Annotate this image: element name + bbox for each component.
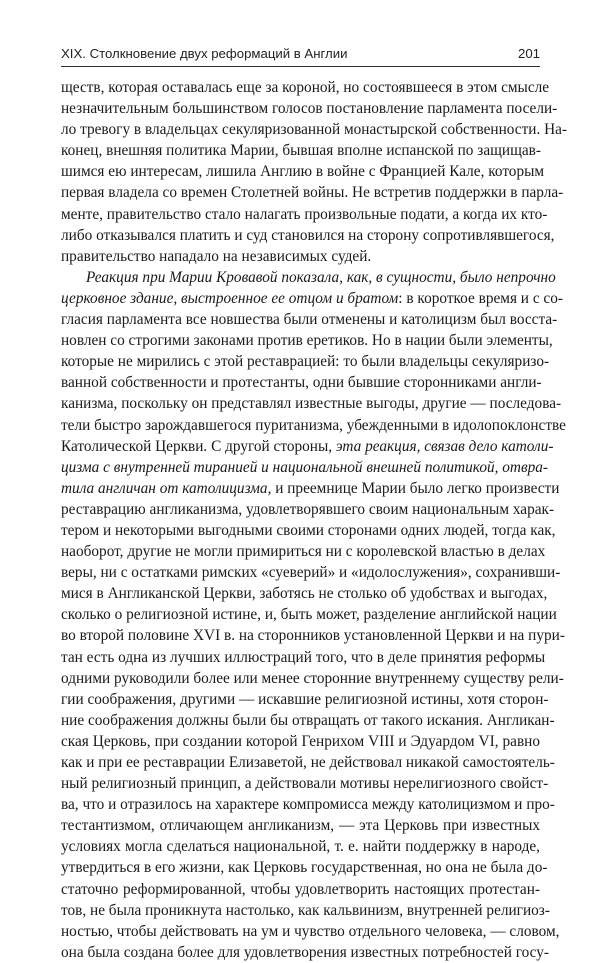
text-line bbox=[61, 478, 560, 499]
text-line: условиях могла сделаться национальной, т. е. найти поддержку в народе, bbox=[61, 838, 540, 856]
text-line: канизма, поскольку он представлял известные выгоды, другие — последова- bbox=[61, 395, 562, 413]
text-line: ва, что и отразилось на характере компромисса между католицизмом и про- bbox=[61, 796, 555, 814]
text-line: ло тревогу в владельцах секуляризованной монастырской собственности. На- bbox=[61, 121, 568, 139]
chapter-title: XIX. Столкновение двух реформаций в Англии bbox=[61, 46, 348, 61]
page-number: 201 bbox=[517, 46, 540, 61]
text-line: утвердиться в его жизни, как Церковь государственная, но она не была до- bbox=[61, 859, 548, 877]
text-line: конец, внешняя политика Марии, бывшая вполне испанской по защищав- bbox=[61, 142, 541, 160]
text-line: ская Церковь, при создании которой Генрихом VIII и Эдуардом VI, равно bbox=[61, 732, 540, 750]
italic-span: церковное здание, выстроенное ее отцом и братом bbox=[61, 289, 399, 307]
text-line bbox=[61, 457, 548, 478]
text-line: правительство нападало на независимых судей. bbox=[61, 247, 372, 265]
text-line: гласия парламента все новшества были отменены и католицизм был восста- bbox=[61, 311, 558, 329]
italic-span: эта реакция, связав дело католи- bbox=[335, 437, 554, 455]
text-line: мися в Англиканской Церкви, заботясь не столько об удобствах и выгодах, bbox=[61, 585, 548, 603]
text-line: новлен со строгими законами против еретиков. Но в нации были элементы, bbox=[61, 332, 553, 350]
text-line: статочно реформированной, чтобы удовлетворить настоящих протестан- bbox=[61, 880, 540, 898]
text-line: как и при ее реставрации Елизаветой, не действовал никакой самостоятель- bbox=[61, 754, 555, 771]
text-line bbox=[61, 436, 554, 457]
text-line: во второй половине XVI в. на сторонников установленной Церкви и на пури- bbox=[61, 627, 565, 645]
italic-span: тила англичан от католицизма bbox=[61, 479, 268, 497]
text-line: первая владела со времен Столетней войны. Не встретив поддержки в парла- bbox=[61, 184, 564, 202]
text-line: ный религиозный принцип, а действовали мотивы нерелигиозного свойст- bbox=[61, 775, 549, 793]
text-line: наоборот, другие не могли примириться ни с королевской властью в делах bbox=[61, 543, 546, 561]
text-line: тером и некоторыми выгодными своими сторонами одних людей, тогда как, bbox=[61, 521, 556, 539]
text-line: менте, правительство стало налагать произвольные подати, а когда их кто- bbox=[61, 205, 548, 223]
italic-span: Реакция при Марии Кровавой показала, как, в сущности, было непрочно bbox=[86, 268, 556, 286]
running-head bbox=[61, 41, 540, 67]
text-line: тан есть одна из лучших иллюстраций того, что в деле принятия реформы bbox=[61, 648, 546, 666]
text-line: реставрацию англиканизма, удовлетворявшего своим национальным харак- bbox=[61, 500, 555, 518]
text-line: ностью, чтобы действовать на ум и чувство отдельного человека, — словом, bbox=[61, 922, 560, 940]
text-line: тов, не была проникнута настолько, как кальвинизм, внутренней религиоз- bbox=[61, 901, 550, 919]
text-line: которые не мирились с этой реставрацией: то были владельцы секуляризо- bbox=[61, 353, 550, 371]
text-line-paragraph-start bbox=[61, 267, 556, 288]
text-line: тели быстро зарождавшегося пуританизма, убежденными в идолопоклонстве bbox=[61, 416, 566, 434]
text-line: ние соображения должны были бы отвращать от такого искания. Англикан- bbox=[61, 711, 555, 729]
roman-span: : в короткое время и с со- bbox=[398, 289, 563, 307]
header-rule bbox=[61, 66, 540, 67]
roman-span: , и преемнице Марии было легко произвести bbox=[267, 479, 560, 497]
text-line: гии соображения, другими — искавшие религиозной истины, хотя сторон- bbox=[61, 690, 549, 708]
italic-span: цизма с внутренней тиранией и национальной внешней политикой, отвра- bbox=[61, 458, 548, 476]
roman-span: Католической Церкви. С другой стороны, bbox=[61, 437, 336, 455]
text-line bbox=[61, 288, 563, 309]
body-text bbox=[61, 77, 568, 963]
text-line: веры, ни с остатками римских «суеверий» и «идолослужения», сохранивши- bbox=[61, 564, 561, 582]
text-line: ществ, которая оставалась еще за короной, но состоявшееся в этом смысле bbox=[61, 79, 550, 96]
text-line: она была создана более для удовлетворения известных потребностей госу- bbox=[61, 943, 549, 961]
text-line: одними руководили более или менее сторонние внутреннему существу рели- bbox=[61, 669, 564, 687]
text-line: ванной собственности и протестанты, одни бывшие сторонниками англи- bbox=[61, 374, 542, 392]
text-line: либо отказывался платить и суд становился на сторону сопротивлявшегося, bbox=[61, 226, 555, 244]
text-line: шимся ею интересам, лишила Англию в войне с Францией Кале, которым bbox=[61, 163, 545, 181]
text-line: сколько о религиозной истине, и, быть может, разделение английской нации bbox=[61, 606, 557, 624]
text-line: тестантизмом, отличающем англиканизм, — эта Церковь при известных bbox=[61, 817, 540, 835]
text-line: незначительным большинством голосов постановление парламента посели- bbox=[61, 100, 558, 118]
